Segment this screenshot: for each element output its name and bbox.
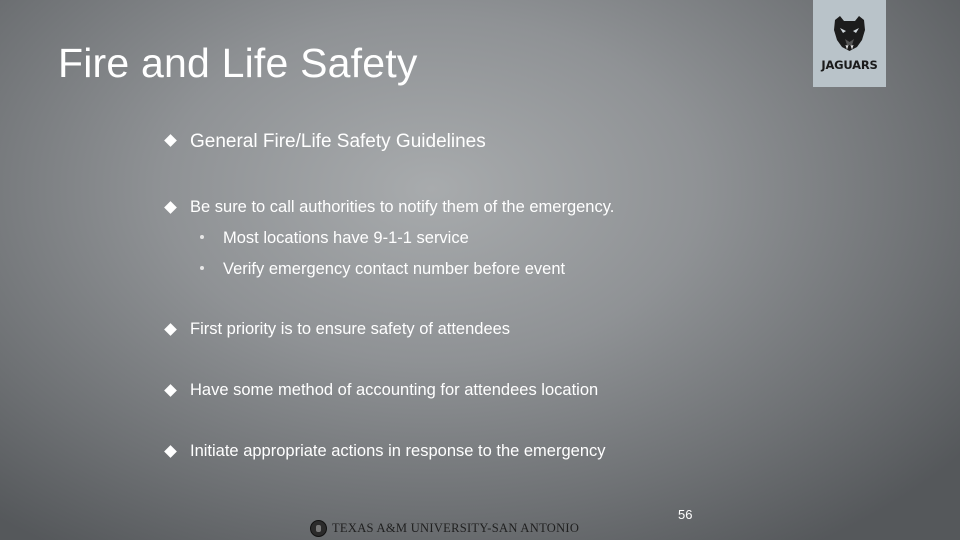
bullet-text: First priority is to ensure safety of attendees	[190, 320, 511, 338]
bullet-text: Have some method of accounting for attendees location	[190, 381, 599, 399]
logo-text: JAGUARS	[821, 58, 878, 72]
diamond-bullet-icon	[164, 201, 177, 214]
bullet-text: Be sure to call authorities to notify them of the emergency.	[190, 198, 615, 216]
institution-name: TEXAS A&M UNIVERSITY-SAN ANTONIO	[332, 520, 580, 535]
bullet-text: General Fire/Life Safety Guidelines	[190, 131, 486, 152]
sub-bullet-text: Verify emergency contact number before event	[223, 260, 566, 278]
jaguars-logo	[813, 0, 886, 87]
page-number: 56	[678, 507, 693, 522]
diamond-bullet-icon	[164, 323, 177, 336]
university-seal-icon	[310, 520, 327, 537]
jaguar-head-icon	[831, 14, 868, 56]
dot-bullet-icon	[200, 235, 204, 239]
dot-bullet-icon	[200, 266, 204, 270]
sub-bullet-text: Most locations have 9-1-1 service	[223, 229, 469, 247]
diamond-bullet-icon	[164, 445, 177, 458]
slide-title: Fire and Life Safety	[58, 40, 418, 86]
diamond-bullet-icon	[164, 384, 177, 397]
footer-logo	[310, 518, 579, 538]
bullet-text: Initiate appropriate actions in response to the emergency	[190, 442, 606, 460]
diamond-bullet-icon	[164, 134, 177, 147]
